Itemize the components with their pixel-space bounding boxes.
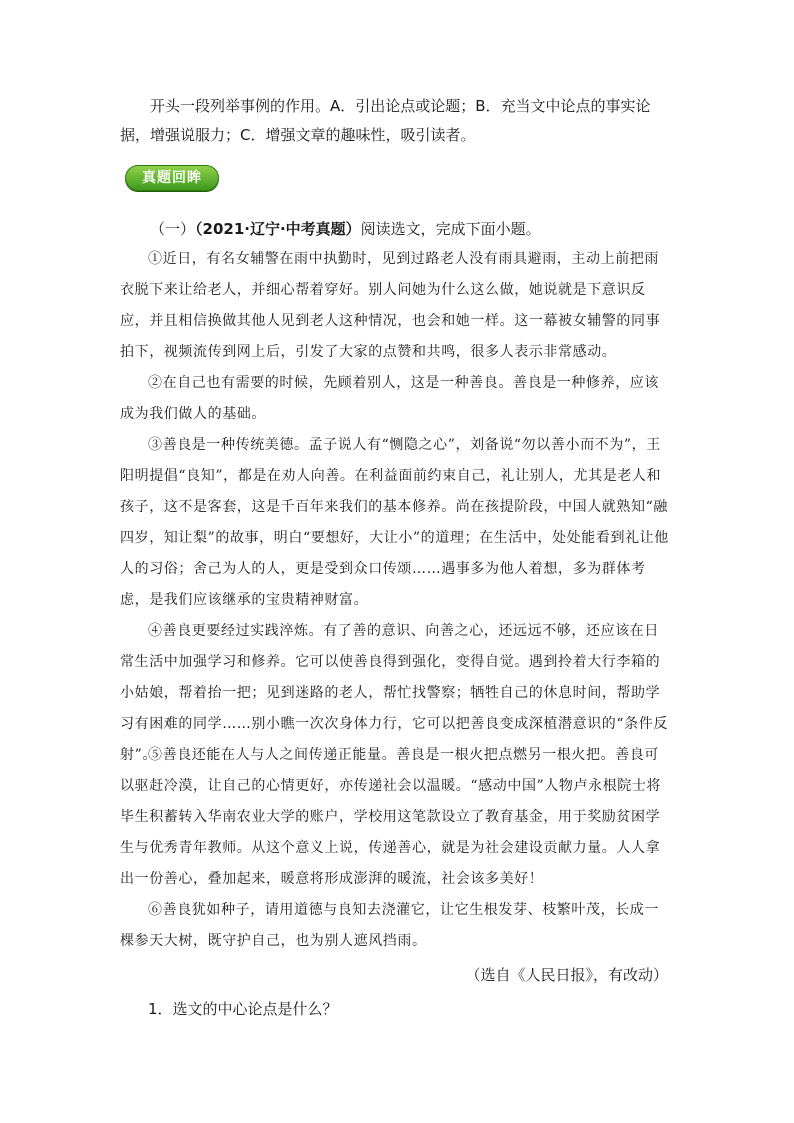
article-paragraph-6: ⑥善良犹如种子，请用道德与良知去浇灌它，让它生根发芽、枝繁叶茂，长成一棵参天大树，既守护自己，也为别人遮风挡雨。 bbox=[120, 902, 659, 949]
source-note: （选自《人民日报》，有改动） bbox=[465, 966, 668, 984]
article-paragraph-2: ②在自己也有需要的时候，先顾着别人，这是一种善良。善良是一种修养，应该成为我们做人的基础。 bbox=[120, 375, 659, 422]
question-1: 1．选文的中心论点是什么？ bbox=[148, 1000, 338, 1018]
article-paragraph-4: ④善良更要经过实践淬炼。有了善的意识、向善之心，还远远不够，还应该在日常生活中加强学习和修养。它可以使善良得到强化，变得自觉。遇到拎着大行李箱的小姑娘，帮着抬一把；见到迷路的老人，帮忙找警察；牺牲自己的休息时间，帮助学习有困难的同学……别小瞧一次次身体力行，它可以把善良变成深植潜意识的“条件反射”。 bbox=[120, 623, 668, 763]
section-badge: 真题回眸 bbox=[125, 165, 219, 191]
intro-paragraph: 开头一段列举事例的作用。A．引出论点或论题；B．充当文中论点的事实论据，增强说服力；C．增强文章的趣味性，吸引读者。 bbox=[120, 97, 651, 144]
question-prefix: （一） bbox=[150, 220, 196, 238]
article-paragraph-5: ⑤善良还能在人与人之间传递正能量。善良是一根火把点燃另一根火把。善良可以驱赶冷漠，让自己的心情更好，亦传递社会以温暖。“感动中国”人物卢永根院士将毕生积蓄转入华南农业大学的账户，学校用这笔款设立了教育基金，用于奖励贫困学生与优秀青年教师。从这个意义上说，传递善心，就是为社会建设贡献力量。人人拿出一份善心，叠加起来，暖意将形成澎湃的暖流，社会该多美好！ bbox=[120, 747, 662, 887]
question-instruction: 阅读选文，完成下面小题。 bbox=[360, 220, 541, 238]
question-source: （2021·辽宁·中考真题） bbox=[195, 220, 361, 238]
article-paragraph-1: ①近日，有名女辅警在雨中执勤时，见到过路老人没有雨具避雨，主动上前把雨衣脱下来让给老人，并细心帮着穿好。别人问她为什么这么做，她说就是下意识反应，并且相信换做其他人见到老人这种情况，也会和她一样。这一幕被女辅警的同事拍下，视频流传到网上后，引发了大家的点赞和共鸣，很多人表示非常感动。 bbox=[120, 251, 661, 360]
article-paragraph-3: ③善良是一种传统美德。孟子说人有“恻隐之心”，刘备说“勿以善小而不为”，王阳明提倡“良知”，都是在劝人向善。在利益面前约束自己，礼让别人，尤其是老人和孩子，这不是客套，这是千百年来我们的基本修养。尚在孩提阶段，中国人就熟知“融四岁，知让梨”的故事，明白“要想好，大让小”的道理；在生活中，处处能看到礼让他人的习俗；舍己为人的人，更是受到众口传颂……遇事多为他人着想，多为群体考虑，是我们应该继承的宝贵精神财富。 bbox=[120, 437, 669, 608]
question-heading bbox=[120, 214, 672, 244]
